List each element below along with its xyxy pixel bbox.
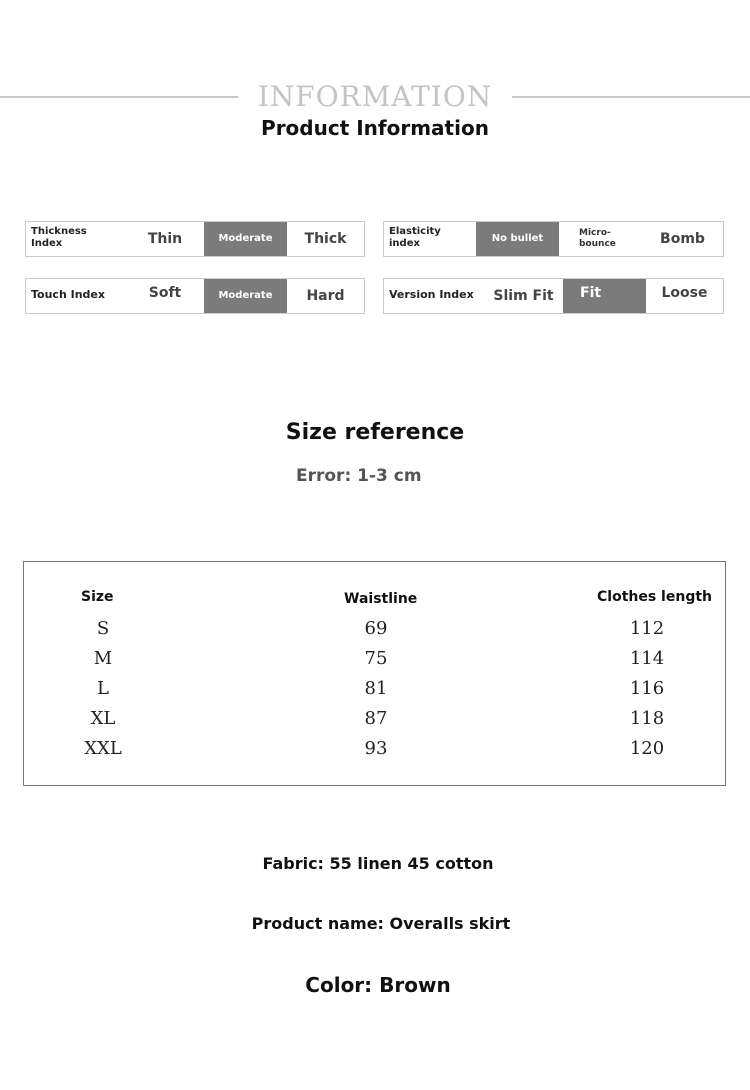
elasticity-option-bomb — [642, 222, 723, 256]
table-cell-waistline: 81 — [364, 678, 388, 699]
table-cell-waistline: 75 — [364, 648, 388, 669]
version-index-label: Version Index — [389, 288, 474, 301]
version-option-fit — [563, 279, 646, 313]
elasticity-index-label-cell — [384, 222, 476, 256]
thickness-option-thin-label: Thin — [147, 231, 183, 247]
version-option-slim-fit-label: Slim Fit — [493, 288, 554, 304]
touch-option-moderate — [204, 279, 287, 313]
table-cell-size: M — [93, 648, 113, 669]
touch-option-hard — [287, 279, 364, 313]
version-option-loose — [646, 279, 723, 313]
thickness-option-moderate — [204, 222, 287, 256]
thickness-option-thick-label: Thick — [304, 231, 347, 247]
table-cell-clothes-length: 116 — [629, 678, 665, 699]
table-cell-clothes-length: 112 — [629, 618, 665, 639]
product-color: Color: Brown — [305, 973, 451, 997]
table-cell-size: S — [96, 618, 110, 639]
version-index-label-cell — [384, 279, 484, 313]
version-option-fit-label: Fit — [580, 285, 602, 301]
product-info-title: Product Information — [261, 116, 489, 140]
touch-index-row — [25, 278, 365, 314]
table-cell-waistline: 69 — [364, 618, 388, 639]
version-index-row — [383, 278, 724, 314]
column-header-waistline: Waistline — [344, 591, 418, 607]
touch-index-label-cell — [26, 279, 126, 313]
elasticity-index-label: Elasticity index — [389, 226, 441, 249]
size-table — [23, 561, 726, 786]
column-header-clothes-length: Clothes length — [597, 589, 712, 605]
elasticity-option-no-bullet-label: No bullet — [491, 233, 544, 244]
size-reference-title: Size reference — [285, 420, 465, 445]
size-reference-error-note: Error: 1-3 cm — [296, 466, 422, 486]
table-cell-size: XL — [90, 708, 116, 729]
table-cell-clothes-length: 114 — [629, 648, 665, 669]
touch-index-label: Touch Index — [31, 288, 105, 301]
elasticity-option-micro-bounce-label: Micro-bounce — [579, 228, 616, 249]
elasticity-option-micro-bounce — [559, 222, 642, 256]
touch-option-soft — [126, 279, 204, 313]
table-cell-clothes-length: 120 — [629, 738, 665, 759]
table-cell-waistline: 87 — [364, 708, 388, 729]
table-cell-size: XXL — [84, 738, 122, 759]
touch-option-hard-label: Hard — [306, 288, 345, 304]
elasticity-option-bomb-label: Bomb — [660, 231, 705, 247]
table-cell-size: L — [97, 678, 109, 699]
elasticity-option-no-bullet — [476, 222, 559, 256]
thickness-option-moderate-label: Moderate — [218, 233, 273, 244]
version-option-loose-label: Loose — [661, 285, 708, 301]
elasticity-index-row — [383, 221, 724, 257]
touch-option-soft-label: Soft — [148, 285, 182, 301]
touch-option-moderate-label: Moderate — [218, 290, 273, 301]
fabric-info: Fabric: 55 linen 45 cotton — [262, 854, 494, 873]
thickness-option-thick — [287, 222, 364, 256]
thickness-option-thin — [126, 222, 204, 256]
column-header-size: Size — [81, 589, 114, 605]
thickness-index-label-cell — [26, 222, 126, 256]
info-title: INFORMATION — [257, 80, 493, 113]
product-name: Product name: Overalls skirt — [251, 914, 511, 933]
table-cell-waistline: 93 — [364, 738, 388, 759]
thickness-index-row — [25, 221, 365, 257]
table-cell-clothes-length: 118 — [629, 708, 665, 729]
version-option-slim-fit — [484, 279, 563, 313]
thickness-index-label: Thickness Index — [31, 226, 87, 249]
